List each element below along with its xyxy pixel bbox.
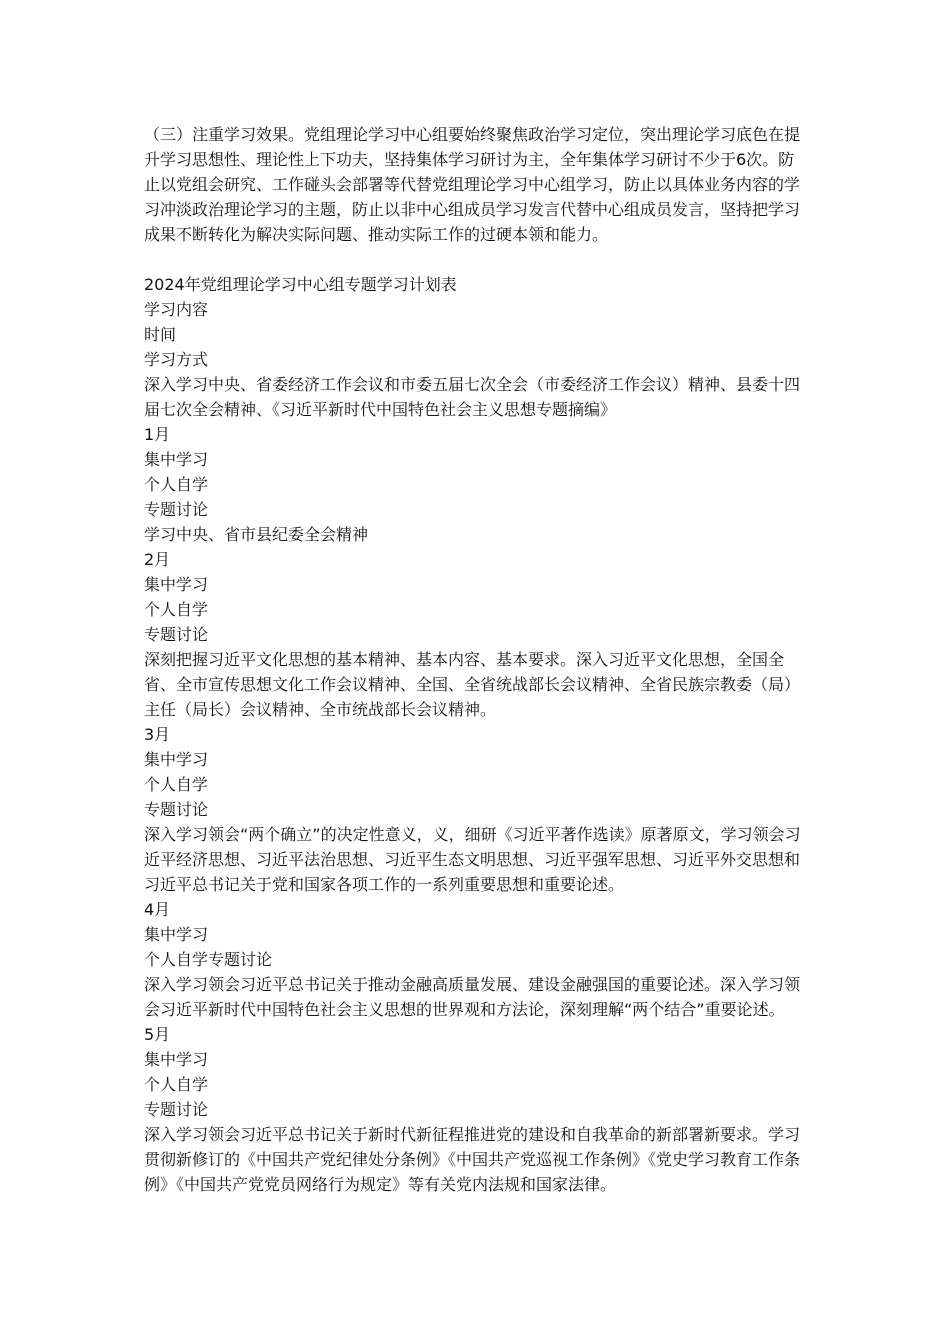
entry-method: 专题讨论 bbox=[144, 1100, 209, 1119]
entry-method: 集中学习 bbox=[144, 450, 209, 469]
entry-month: 1月 bbox=[144, 425, 171, 444]
entry-month: 3月 bbox=[144, 725, 171, 744]
entry-method: 个人自学 bbox=[144, 600, 209, 619]
entry-method: 集中学习 bbox=[144, 1050, 209, 1069]
entry-method: 个人自学 bbox=[144, 475, 209, 494]
header-method: 学习方式 bbox=[144, 350, 209, 369]
paragraph-gap bbox=[144, 247, 810, 272]
entry-method: 集中学习 bbox=[144, 925, 209, 944]
entry-method: 专题讨论 bbox=[144, 800, 209, 819]
entry-content: 深入学习领会习近平总书记关于新时代新征程推进党的建设和自我革命的新部署新要求。学习贯彻新修订的《中国共产党纪律处分条例》《中国共产党巡视工作条例》《党史学习教育工作条例》《中国共产党党员网络行为规定》等有关党内法规和国家法律。 bbox=[144, 1125, 801, 1194]
intro-paragraph: （三）注重学习效果。党组理论学习中心组要始终聚焦政治学习定位，突出理论学习底色在提升学习思想性、理论性上下功夫，坚持集体学习研讨为主，全年集体学习研讨不少于6次。防止以党组会研究、工作碰头会部署等代替党组理论学习中心组学习，防止以具体业务内容的学习冲淡政治理论学习的主题，防止以非中心组成员学习发言代替中心组成员发言，坚持把学习成果不断转化为解决实际问题、推动实际工作的过硬本领和能力。 bbox=[144, 125, 801, 244]
document-page bbox=[144, 122, 810, 1197]
entry-method: 专题讨论 bbox=[144, 625, 209, 644]
header-time: 时间 bbox=[144, 325, 177, 344]
entry-content: 深刻把握习近平文化思想的基本精神、基本内容、基本要求。深入习近平文化思想，全国全省、全市宣传思想文化工作会议精神、全国、全省统战部长会议精神、全省民族宗教委（局）主任（局长）会议精神、全市统战部长会议精神。 bbox=[144, 650, 801, 719]
entry-month: 5月 bbox=[144, 1025, 171, 1044]
entry-content: 深入学习领会习近平总书记关于推动金融高质量发展、建设金融强国的重要论述。深入学习领会习近平新时代中国特色社会主义思想的世界观和方法论，深刻理解“两个结合”重要论述。 bbox=[144, 975, 801, 1019]
entry-month: 4月 bbox=[144, 900, 171, 919]
entry-content: 学习中央、省市县纪委全会精神 bbox=[144, 525, 369, 544]
entry-content: 深入学习中央、省委经济工作会议和市委五届七次全会（市委经济工作会议）精神、县委十四届七次全会精神、《习近平新时代中国特色社会主义思想专题摘编》 bbox=[144, 375, 801, 419]
table-title: 2024年党组理论学习中心组专题学习计划表 bbox=[144, 275, 457, 294]
entry-content: 深入学习领会“两个确立”的决定性意义，义，细研《习近平著作选读》原著原文，学习领会习近平经济思想、习近平法治思想、习近平生态文明思想、习近平强军思想、习近平外交思想和习近平总书记关于党和国家各项工作的一系列重要思想和重要论述。 bbox=[144, 825, 801, 894]
entry-method: 个人自学 bbox=[144, 775, 209, 794]
entry-month: 2月 bbox=[144, 550, 171, 569]
header-content: 学习内容 bbox=[144, 300, 209, 319]
entry-method: 专题讨论 bbox=[144, 500, 209, 519]
entry-method: 个人自学 bbox=[144, 1075, 209, 1094]
entry-method: 集中学习 bbox=[144, 575, 209, 594]
entry-method: 集中学习 bbox=[144, 750, 209, 769]
entry-method: 个人自学专题讨论 bbox=[144, 950, 273, 969]
